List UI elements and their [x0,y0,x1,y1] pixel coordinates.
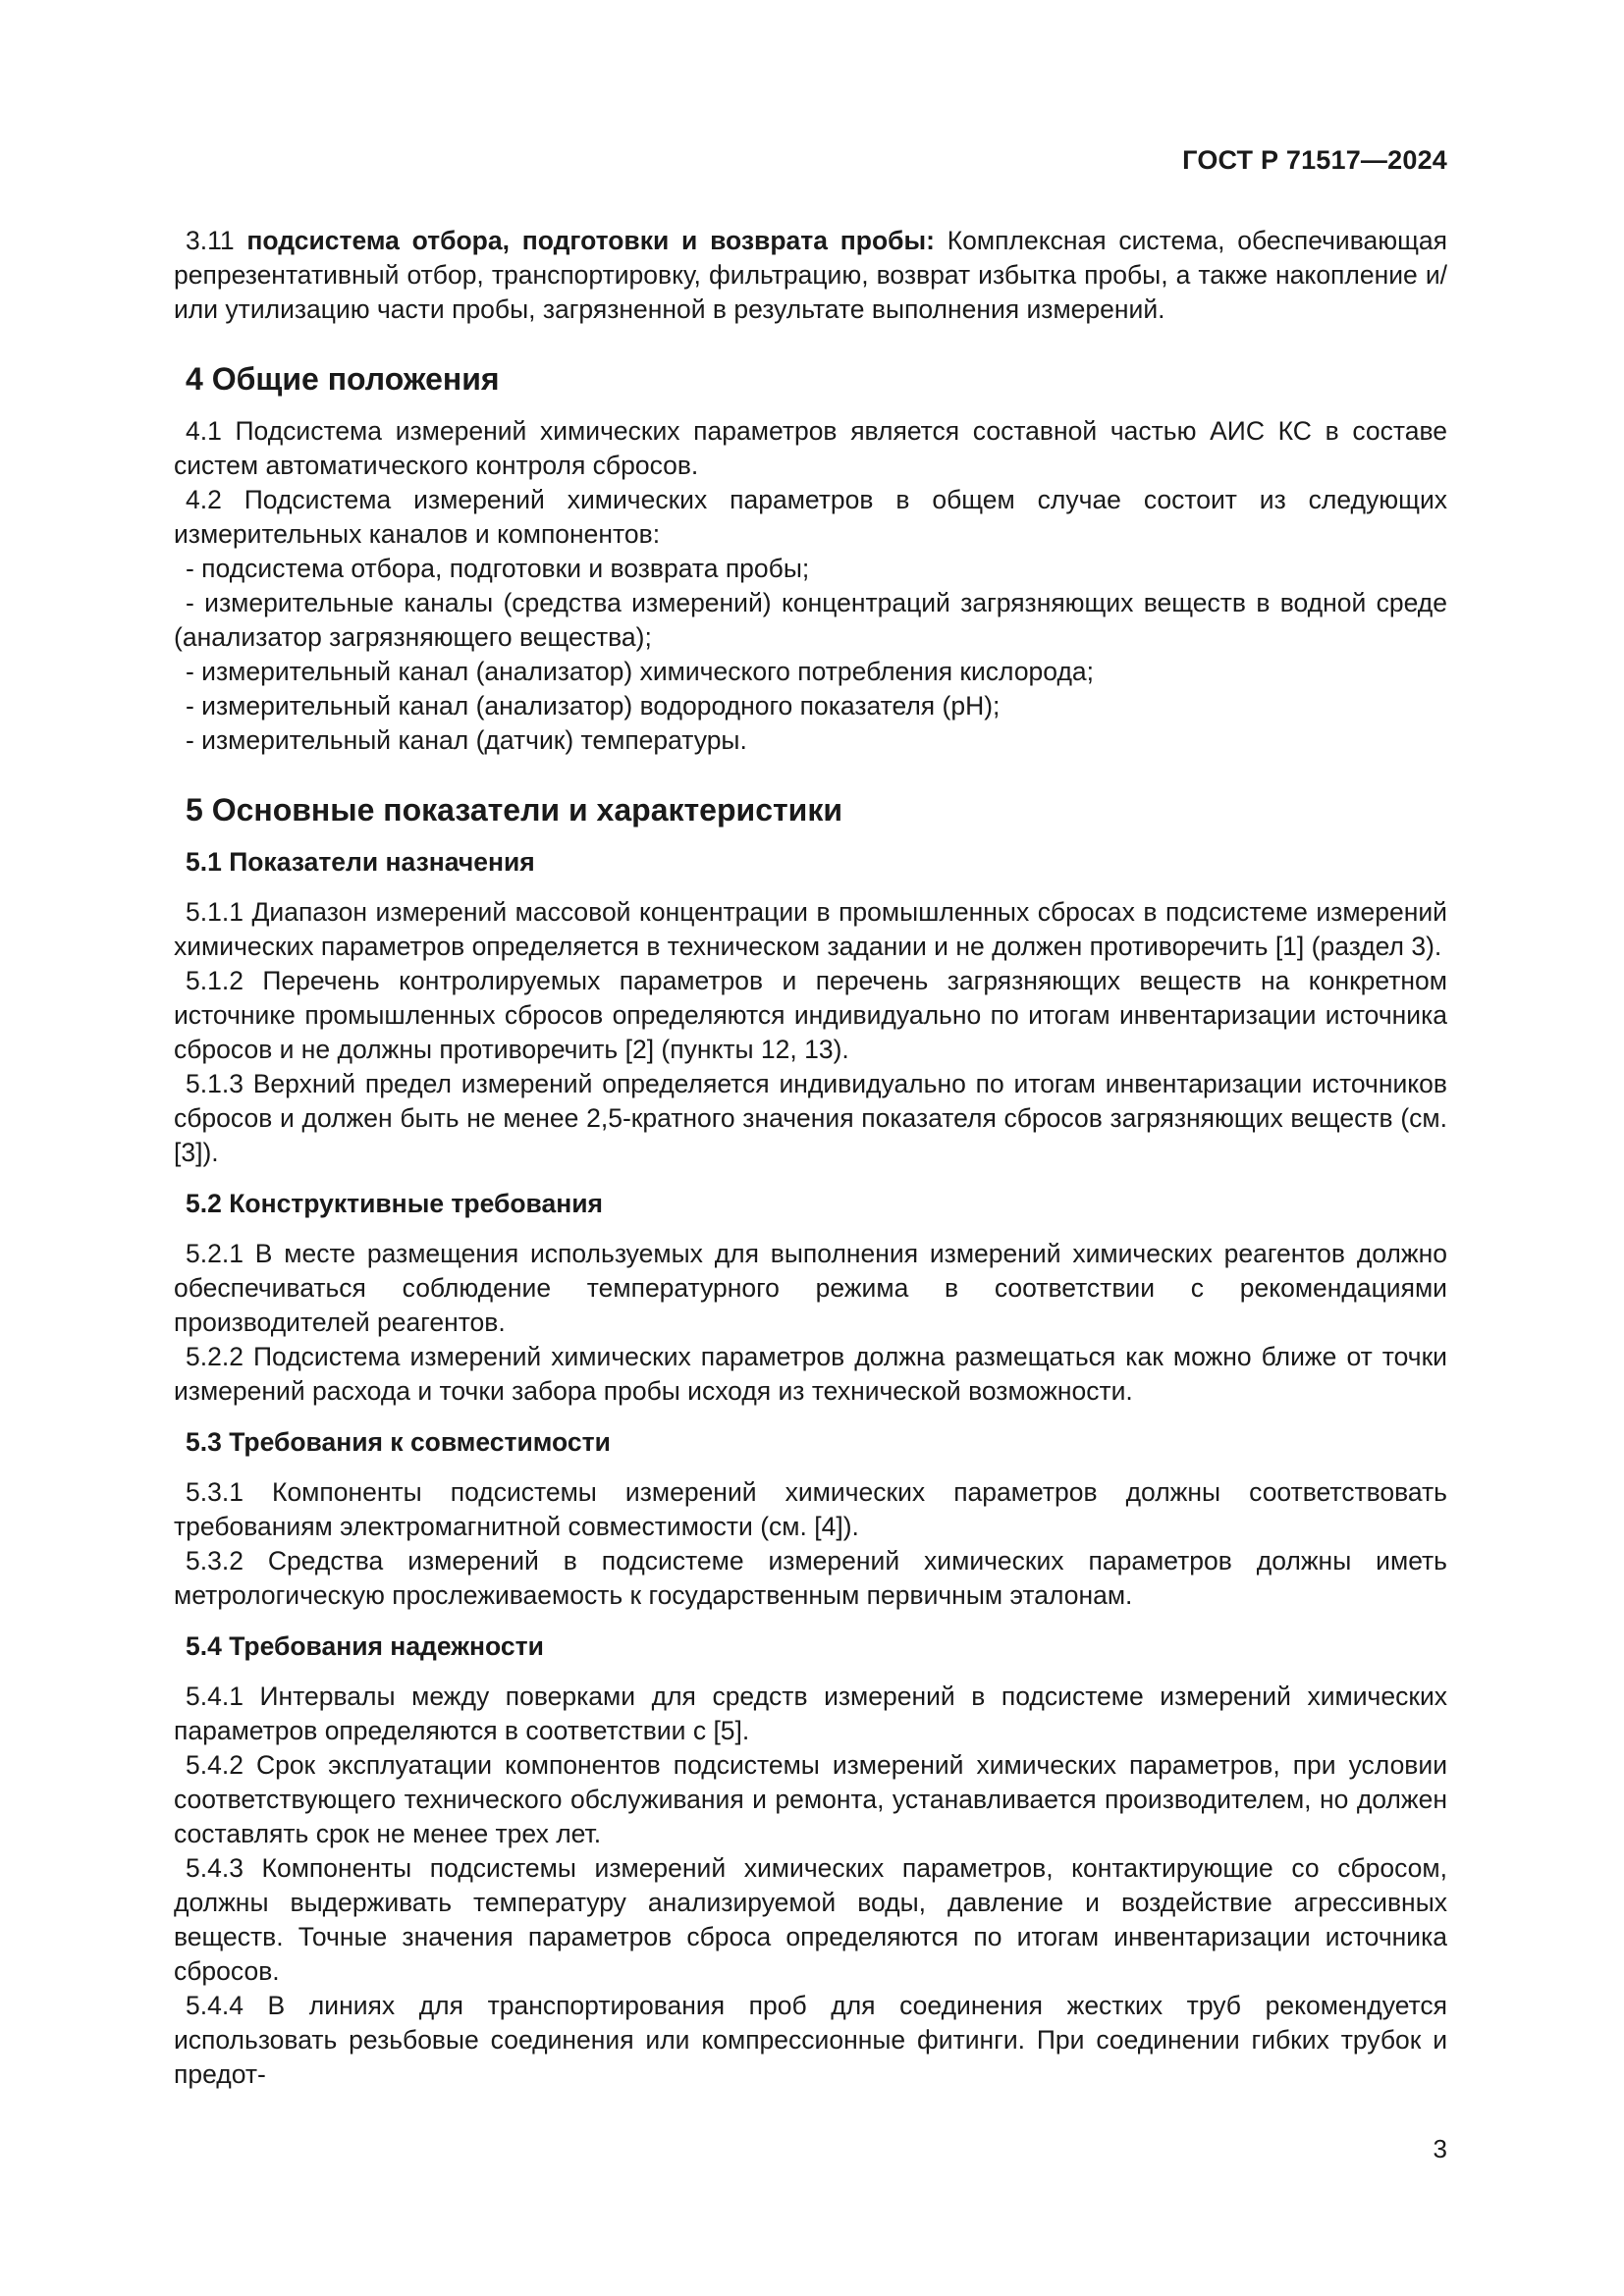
section-5-title: 5 Основные показатели и характеристики [186,792,843,828]
paragraph-5-1-3: 5.1.3 Верхний предел измерений определяется индивидуально по итогам инвентаризации источников сбросов и должен быть не менее 2,5-кратного значения показателя сбросов загрязняющих веществ (см. [3]). [174,1069,1447,1167]
definition-term: подсистема отбора, подготовки и возврата пробы: [246,226,935,255]
subsection-5-1-title: 5.1 Показатели назначения [186,847,535,877]
list-item: - измерительный канал (датчик) температуры. [186,725,747,755]
paragraph-5-2-2: 5.2.2 Подсистема измерений химических параметров должна размещаться как можно ближе от точки измерений расхода и точки забора пробы исходя из технической возможности. [174,1342,1447,1406]
paragraph-5-4-1: 5.4.1 Интервалы между поверками для средств измерений в подсистеме измерений химических параметров определяются в соответствии с [5]. [174,1682,1447,1745]
paragraph-5-1-1: 5.1.1 Диапазон измерений массовой концентрации в промышленных сбросах в подсистеме измерений химических параметров определяется в техническом задании и не должен противоречить [1] (раздел 3). [174,897,1447,961]
paragraph-4-1: 4.1 Подсистема измерений химических параметров является составной частью АИС КС в составе систем автоматического контроля сбросов. [174,416,1447,480]
list-item: - измерительный канал (анализатор) водородного показателя (рН); [186,691,1001,721]
paragraph-5-1-2: 5.1.2 Перечень контролируемых параметров и перечень загрязняющих веществ на конкретном источнике промышленных сбросов определяются индивидуально по итогам инвентаризации источника сбросов и не должны противоречить [2] (пункты 12, 13). [174,966,1447,1064]
document-header: ГОСТ Р 71517—2024 [1182,145,1447,175]
paragraph-5-2-1: 5.2.1 В месте размещения используемых для выполнения измерений химических реагентов должно обеспечиваться соблюдение температурного режима в соответствии с рекомендациями производителей реагентов. [174,1239,1447,1337]
paragraph-4-2: 4.2 Подсистема измерений химических параметров в общем случае состоит из следующих измерительных каналов и компонентов: [174,485,1447,549]
paragraph-5-3-2: 5.3.2 Средства измерений в подсистеме измерений химических параметров должны иметь метрологическую прослеживаемость к государственным первичным эталонам. [174,1546,1447,1610]
document-body [174,224,1447,2092]
definition-text: Комплексная система, обеспечивающая репрезентативный отбор, транспортировку, фильтрацию, возврат избытка пробы, а также накопление и/или утилизацию части пробы, загрязненной в результате выполнения измерений. [174,226,1447,324]
subsection-5-4-title: 5.4 Требования надежности [186,1631,544,1661]
definition-number: 3.11 [186,226,235,255]
paragraph-5-4-4: 5.4.4 В линиях для транспортирования проб для соединения жестких труб рекомендуется использовать резьбовые соединения или компрессионные фитинги. При соединении гибких трубок и предот- [174,1991,1447,2089]
page-number: 3 [1433,2134,1447,2163]
subsection-5-3-title: 5.3 Требования к совместимости [186,1427,611,1457]
definition-3-11 [174,224,1447,327]
paragraph-5-4-3: 5.4.3 Компоненты подсистемы измерений химических параметров, контактирующие со сбросом, должны выдерживать температуру анализируемой воды, давление и воздействие агрессивных веществ. Точные значения параметров сброса определяются по итогам инвентаризации источника сбросов. [174,1853,1447,1986]
list-item: - подсистема отбора, подготовки и возврата пробы; [186,554,810,583]
paragraph-5-4-2: 5.4.2 Срок эксплуатации компонентов подсистемы измерений химических параметров, при условии соответствующего технического обслуживания и ремонта, устанавливается производителем, но должен составлять срок не менее трех лет. [174,1750,1447,1848]
subsection-5-2-title: 5.2 Конструктивные требования [186,1189,603,1218]
list-item: - измерительный канал (анализатор) химического потребления кислорода; [186,657,1095,686]
list-item: - измерительные каналы (средства измерений) концентраций загрязняющих веществ в водной среде (анализатор загрязняющего вещества); [174,588,1447,652]
section-4-title: 4 Общие положения [186,361,500,397]
paragraph-5-3-1: 5.3.1 Компоненты подсистемы измерений химических параметров должны соответствовать требованиям электромагнитной совместимости (см. [4]). [174,1477,1447,1541]
